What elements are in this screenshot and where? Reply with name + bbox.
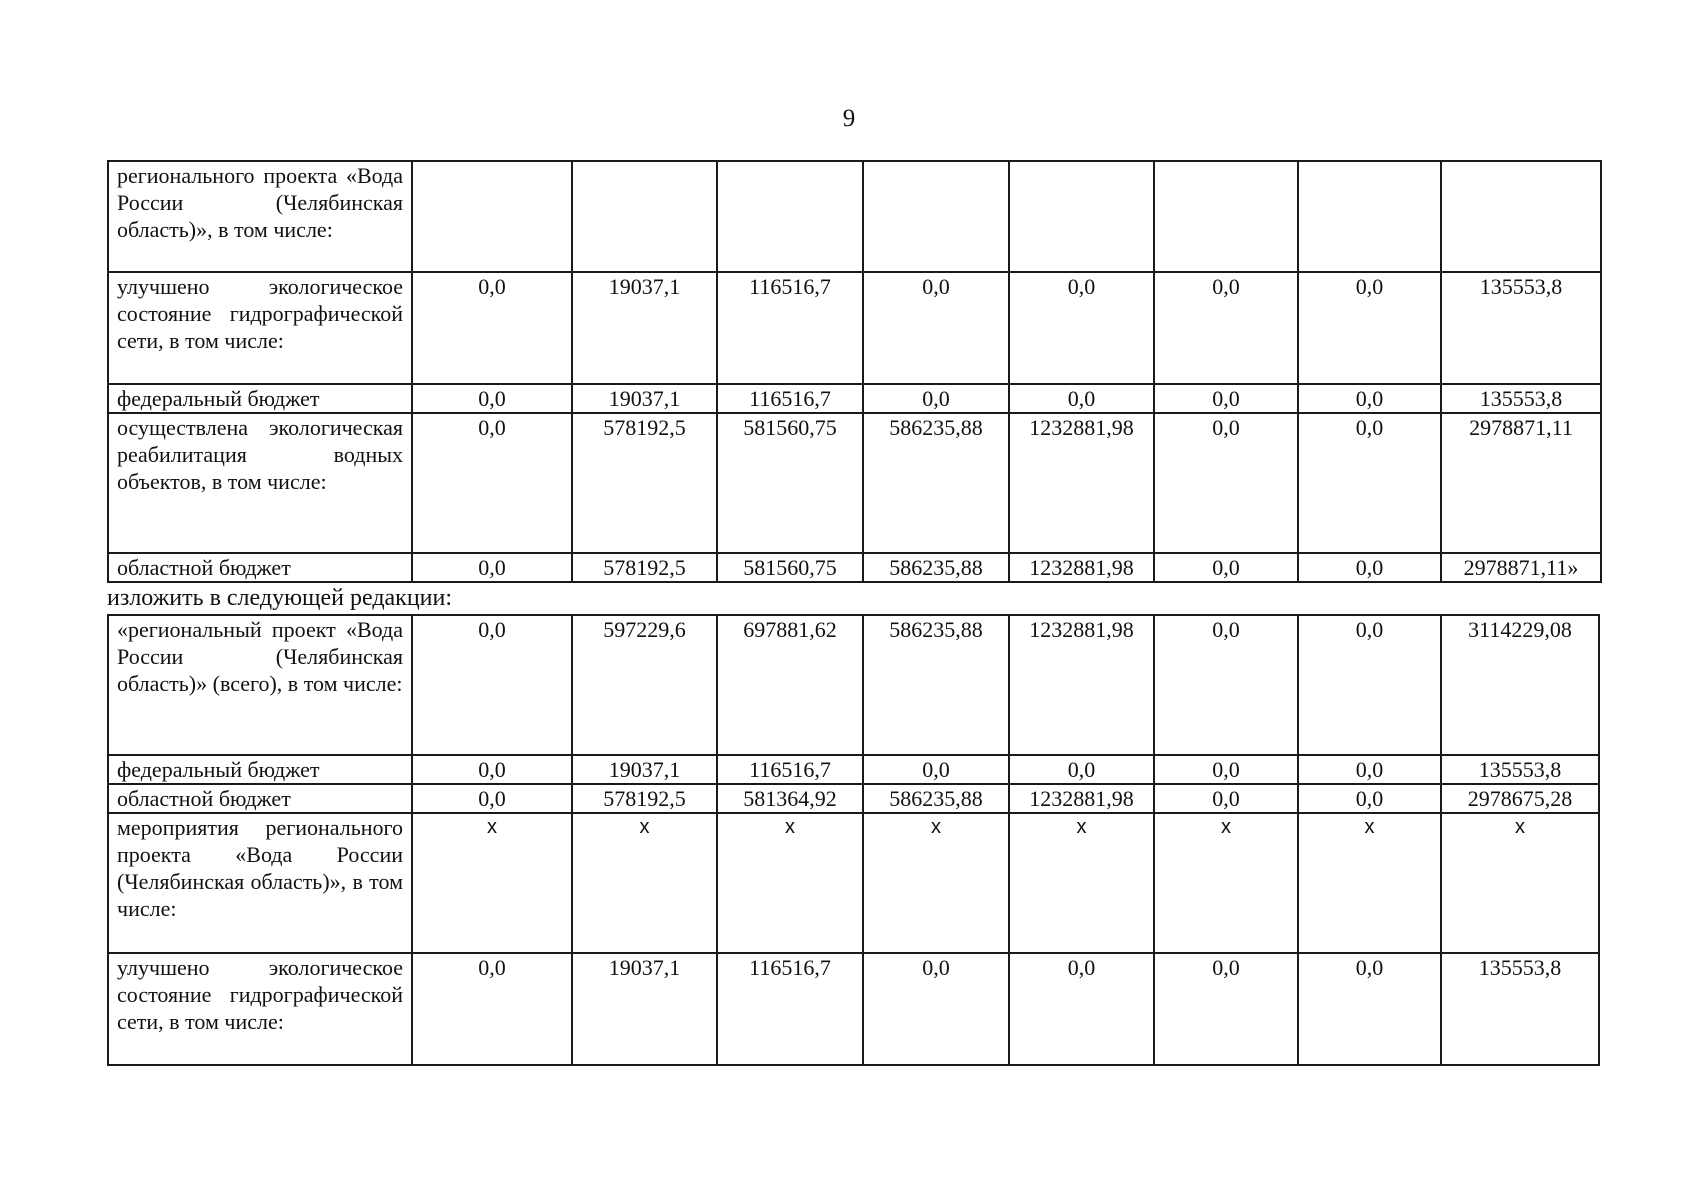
value-cell: 0,0 — [412, 784, 572, 813]
value-cell: 116516,7 — [717, 953, 863, 1065]
table-row — [108, 755, 1599, 784]
value-cell: 1232881,98 — [1009, 784, 1154, 813]
value-cell: 1232881,98 — [1009, 553, 1154, 582]
value-cell: 0,0 — [863, 755, 1009, 784]
row-label: областной бюджет — [108, 553, 412, 582]
value-cell: 581364,92 — [717, 784, 863, 813]
value-cell: x — [1441, 813, 1599, 953]
table-row — [108, 813, 1599, 953]
value-cell: 586235,88 — [863, 553, 1009, 582]
value-cell: 0,0 — [1154, 384, 1298, 413]
value-cell: 0,0 — [1009, 953, 1154, 1065]
value-cell: 0,0 — [863, 953, 1009, 1065]
value-cell — [1298, 161, 1441, 272]
value-cell: 19037,1 — [572, 272, 717, 384]
budget-table-new — [107, 614, 1600, 1066]
value-cell: x — [1298, 813, 1441, 953]
page-number: 9 — [842, 105, 856, 132]
value-cell: 586235,88 — [863, 615, 1009, 755]
budget-table-old — [107, 160, 1602, 583]
value-cell: 0,0 — [412, 755, 572, 784]
value-cell: x — [717, 813, 863, 953]
table-row — [108, 784, 1599, 813]
value-cell: 0,0 — [412, 384, 572, 413]
row-label: федеральный бюджет — [108, 755, 412, 784]
value-cell: 0,0 — [412, 615, 572, 755]
value-cell: 0,0 — [1154, 413, 1298, 553]
value-cell: x — [572, 813, 717, 953]
value-cell: 135553,8 — [1441, 384, 1601, 413]
value-cell: 0,0 — [1298, 784, 1441, 813]
value-cell: 0,0 — [1298, 384, 1441, 413]
value-cell: 2978675,28 — [1441, 784, 1599, 813]
value-cell: 0,0 — [1154, 755, 1298, 784]
value-cell: 578192,5 — [572, 553, 717, 582]
table-row — [108, 272, 1601, 384]
value-cell: x — [1154, 813, 1298, 953]
value-cell: 597229,6 — [572, 615, 717, 755]
value-cell: 116516,7 — [717, 755, 863, 784]
value-cell: 0,0 — [1154, 272, 1298, 384]
value-cell: 19037,1 — [572, 755, 717, 784]
value-cell: 578192,5 — [572, 784, 717, 813]
value-cell: 0,0 — [1298, 553, 1441, 582]
value-cell: 135553,8 — [1441, 755, 1599, 784]
table-row — [108, 553, 1601, 582]
value-cell: 0,0 — [412, 553, 572, 582]
value-cell: 0,0 — [412, 272, 572, 384]
value-cell: 0,0 — [1298, 272, 1441, 384]
value-cell: 0,0 — [1009, 384, 1154, 413]
amendment-connector-text: изложить в следующей редакции: — [107, 585, 453, 611]
value-cell: 0,0 — [1298, 953, 1441, 1065]
value-cell: 2978871,11» — [1441, 553, 1601, 582]
value-cell: 19037,1 — [572, 953, 717, 1065]
value-cell: x — [863, 813, 1009, 953]
row-label: «региональный проект «Вода России (Челябинская область)» (всего), в том числе: — [108, 615, 412, 755]
value-cell: 586235,88 — [863, 784, 1009, 813]
value-cell — [412, 161, 572, 272]
table-row — [108, 384, 1601, 413]
row-label: мероприятия регионального проекта «Вода России (Челябинская область)», в том числе: — [108, 813, 412, 953]
value-cell: 0,0 — [1298, 755, 1441, 784]
row-label: осуществлена экологическая реабилитация водных объектов, в том числе: — [108, 413, 412, 553]
table-row — [108, 953, 1599, 1065]
value-cell: 0,0 — [863, 272, 1009, 384]
value-cell: 581560,75 — [717, 553, 863, 582]
value-cell: 0,0 — [1154, 784, 1298, 813]
value-cell: 0,0 — [1009, 272, 1154, 384]
value-cell: 0,0 — [1298, 615, 1441, 755]
value-cell: 116516,7 — [717, 384, 863, 413]
value-cell: 19037,1 — [572, 384, 717, 413]
value-cell: 1232881,98 — [1009, 413, 1154, 553]
row-label: улучшено экологическое состояние гидрографической сети, в том числе: — [108, 953, 412, 1065]
value-cell — [717, 161, 863, 272]
value-cell — [1441, 161, 1601, 272]
table-row — [108, 615, 1599, 755]
value-cell: 135553,8 — [1441, 953, 1599, 1065]
value-cell: 586235,88 — [863, 413, 1009, 553]
row-label: регионального проекта «Вода России (Челябинская область)», в том числе: — [108, 161, 412, 272]
value-cell: x — [1009, 813, 1154, 953]
table-row — [108, 413, 1601, 553]
value-cell: 697881,62 — [717, 615, 863, 755]
value-cell: 0,0 — [1154, 953, 1298, 1065]
value-cell: 0,0 — [1298, 413, 1441, 553]
value-cell: 0,0 — [863, 384, 1009, 413]
row-label: федеральный бюджет — [108, 384, 412, 413]
value-cell: 0,0 — [412, 413, 572, 553]
row-label: улучшено экологическое состояние гидрографической сети, в том числе: — [108, 272, 412, 384]
value-cell: 1232881,98 — [1009, 615, 1154, 755]
table-row — [108, 161, 1601, 272]
value-cell: 578192,5 — [572, 413, 717, 553]
value-cell: 3114229,08 — [1441, 615, 1599, 755]
value-cell: 116516,7 — [717, 272, 863, 384]
value-cell: 581560,75 — [717, 413, 863, 553]
value-cell: x — [412, 813, 572, 953]
value-cell — [572, 161, 717, 272]
value-cell: 0,0 — [412, 953, 572, 1065]
value-cell: 0,0 — [1154, 615, 1298, 755]
value-cell — [1009, 161, 1154, 272]
value-cell: 0,0 — [1154, 553, 1298, 582]
value-cell: 0,0 — [1009, 755, 1154, 784]
value-cell: 2978871,11 — [1441, 413, 1601, 553]
value-cell — [1154, 161, 1298, 272]
value-cell — [863, 161, 1009, 272]
value-cell: 135553,8 — [1441, 272, 1601, 384]
row-label: областной бюджет — [108, 784, 412, 813]
